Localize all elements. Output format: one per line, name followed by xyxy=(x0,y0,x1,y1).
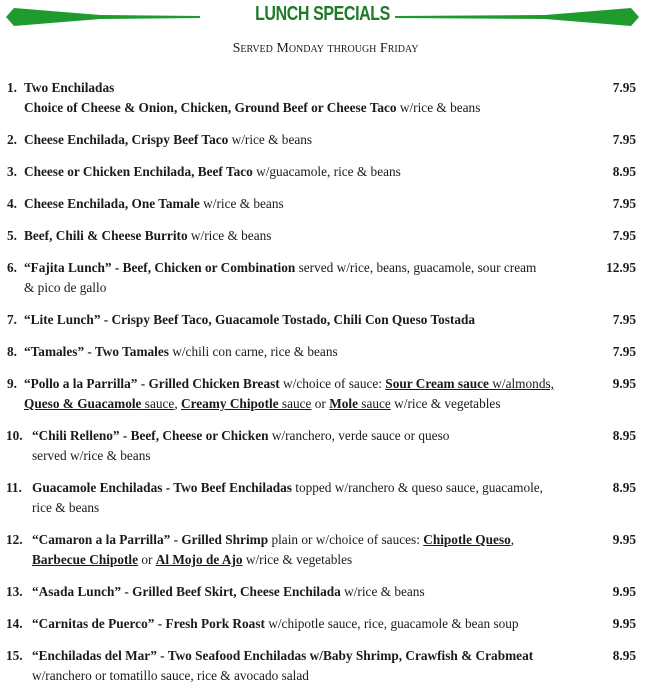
item-name-text: Two Enchiladas xyxy=(24,80,115,95)
item-price: 7.95 xyxy=(612,312,636,327)
item-detail-text: w/guacamole, rice & beans xyxy=(252,164,401,179)
item-description-line xyxy=(32,666,575,686)
item-number: 3. xyxy=(7,164,17,179)
item-detail-text: w/ranchero, verde sauce or queso xyxy=(268,428,450,443)
item-description-line xyxy=(32,446,575,466)
page-title: LUNCH SPECIALS xyxy=(255,3,390,25)
item-detail-text: plain or w/choice of sauces: xyxy=(268,532,424,547)
item-description-line xyxy=(32,530,575,550)
item-price: 9.95 xyxy=(612,532,636,547)
item-name-text: Cheese or Chicken Enchilada, Beef Taco xyxy=(24,164,253,179)
item-name-text: “Fajita Lunch” - Beef, Chicken or Combination xyxy=(24,260,296,275)
item-detail-text: & pico de gallo xyxy=(24,280,107,295)
item-detail-text: , xyxy=(510,532,515,547)
item-name-text: Barbecue Chipotle xyxy=(32,552,138,567)
item-description-line xyxy=(24,374,575,394)
item-detail-text: w/chili con carne, rice & beans xyxy=(168,344,338,359)
menu-item xyxy=(0,342,645,362)
item-price: 7.95 xyxy=(612,132,636,147)
item-description-line xyxy=(24,162,575,182)
item-description-line xyxy=(32,582,575,602)
item-name-text: “Pollo a la Parrilla” - Grilled Chicken Breast xyxy=(24,376,280,391)
menu-header xyxy=(0,0,645,40)
item-detail-text: w/rice & beans xyxy=(228,132,313,147)
item-name-text: Creamy Chipotle xyxy=(180,396,279,411)
item-detail-text: , xyxy=(174,396,181,411)
item-name-text: Sour Cream sauce xyxy=(385,376,489,391)
item-name-text: Choice of Cheese & Onion, Chicken, Ground Beef or Cheese Taco xyxy=(24,100,397,115)
menu-item xyxy=(0,582,645,602)
item-detail-text: sauce xyxy=(278,396,312,411)
item-name-text: “Chili Relleno” - Beef, Cheese or Chicken xyxy=(32,428,269,443)
menu-item xyxy=(0,478,645,518)
item-detail-text: served w/rice, beans, guacamole, sour cream xyxy=(295,260,537,275)
item-price: 7.95 xyxy=(612,344,636,359)
item-detail-text: w/almonds, xyxy=(488,376,554,391)
item-description-line xyxy=(32,550,575,570)
menu-item xyxy=(0,374,645,414)
item-price: 9.95 xyxy=(612,584,636,599)
item-number: 10. xyxy=(6,428,23,443)
menu-item xyxy=(0,614,645,634)
item-detail-text: rice & beans xyxy=(32,500,100,515)
menu-item xyxy=(0,78,645,118)
item-number: 5. xyxy=(7,228,17,243)
menu-item xyxy=(0,530,645,570)
menu-item xyxy=(0,426,645,466)
item-detail-text: w/rice & vegetables xyxy=(390,396,501,411)
item-description-line xyxy=(24,98,575,118)
item-detail-text: or xyxy=(311,396,330,411)
item-price: 7.95 xyxy=(612,196,636,211)
item-detail-text: w/chipotle sauce, rice, guacamole & bean soup xyxy=(264,616,519,631)
item-description-line xyxy=(32,426,575,446)
item-number: 15. xyxy=(6,648,23,663)
item-detail-text: w/rice & beans xyxy=(199,196,284,211)
item-name-text: Al Mojo de Ajo xyxy=(155,552,243,567)
item-description-line xyxy=(32,478,575,498)
menu-item xyxy=(0,226,645,246)
menu-item xyxy=(0,310,645,330)
item-number: 2. xyxy=(7,132,17,147)
item-description-line xyxy=(24,194,575,214)
item-number: 11. xyxy=(6,480,22,495)
item-name-text: “Asada Lunch” - Grilled Beef Skirt, Cheese Enchilada xyxy=(32,584,341,599)
item-name-text: Cheese Enchilada, One Tamale xyxy=(24,196,200,211)
item-name-text: “Lite Lunch” - Crispy Beef Taco, Guacamole Tostado, Chili Con Queso Tostada xyxy=(24,312,476,327)
menu-item xyxy=(0,194,645,214)
item-description-line xyxy=(24,130,575,150)
item-description-line xyxy=(24,258,575,278)
item-number: 14. xyxy=(6,616,23,631)
menu-item xyxy=(0,646,645,686)
item-detail-text: w/rice & beans xyxy=(396,100,481,115)
item-number: 6. xyxy=(7,260,17,275)
item-price: 8.95 xyxy=(612,164,636,179)
menu-item xyxy=(0,130,645,150)
item-name-text: “Tamales” - Two Tamales xyxy=(24,344,169,359)
item-description-line xyxy=(24,78,575,98)
item-detail-text: served w/rice & beans xyxy=(32,448,151,463)
item-description-line xyxy=(24,394,575,414)
item-detail-text: sauce xyxy=(357,396,391,411)
item-name-text: “Enchiladas del Mar” - Two Seafood Enchiladas w/Baby Shrimp, Crawfish & Crabmeat xyxy=(32,648,534,663)
item-name-text: Guacamole Enchiladas - Two Beef Enchiladas xyxy=(32,480,292,495)
item-description-line xyxy=(32,646,575,666)
page-subtitle: Served Monday through Friday xyxy=(232,41,419,56)
item-number: 1. xyxy=(7,80,17,95)
item-detail-text: w/rice & vegetables xyxy=(242,552,353,567)
item-name-text: Queso & Guacamole xyxy=(24,396,142,411)
item-detail-text: w/rice & beans xyxy=(340,584,425,599)
item-number: 7. xyxy=(7,312,17,327)
item-number: 4. xyxy=(7,196,17,211)
item-number: 13. xyxy=(6,584,23,599)
item-description-line xyxy=(32,614,575,634)
item-detail-text: topped w/ranchero & queso sauce, guacamole, xyxy=(291,480,544,495)
item-detail-text: w/choice of sauce: xyxy=(279,376,386,391)
item-price: 8.95 xyxy=(612,428,636,443)
item-description-line xyxy=(24,342,575,362)
item-name-text: Beef, Chili & Cheese Burrito xyxy=(24,228,188,243)
item-number: 9. xyxy=(7,376,17,391)
item-name-text: Mole xyxy=(329,396,358,411)
item-description-line xyxy=(24,278,575,298)
item-description-line xyxy=(32,498,575,518)
item-detail-text: w/rice & beans xyxy=(187,228,272,243)
item-price: 7.95 xyxy=(612,228,636,243)
menu-list xyxy=(0,78,645,698)
item-detail-text: w/ranchero or tomatillo sauce, rice & avocado salad xyxy=(32,668,309,683)
item-description-line xyxy=(24,310,575,330)
item-price: 7.95 xyxy=(612,80,636,95)
item-price: 9.95 xyxy=(612,376,636,391)
item-name-text: Cheese Enchilada, Crispy Beef Taco xyxy=(24,132,229,147)
item-detail-text: or xyxy=(138,552,156,567)
item-number: 8. xyxy=(7,344,17,359)
item-name-text: “Camaron a la Parrilla” - Grilled Shrimp xyxy=(32,532,269,547)
item-number: 12. xyxy=(6,532,23,547)
item-price: 8.95 xyxy=(612,648,636,663)
item-price: 9.95 xyxy=(612,616,636,631)
item-name-text: Chipotle Queso xyxy=(423,532,511,547)
item-description-line xyxy=(24,226,575,246)
item-price: 8.95 xyxy=(612,480,636,495)
item-price: 12.95 xyxy=(606,260,636,275)
item-detail-text: sauce xyxy=(141,396,175,411)
menu-item xyxy=(0,258,645,298)
menu-item xyxy=(0,162,645,182)
item-name-text: “Carnitas de Puerco” - Fresh Pork Roast xyxy=(32,616,265,631)
